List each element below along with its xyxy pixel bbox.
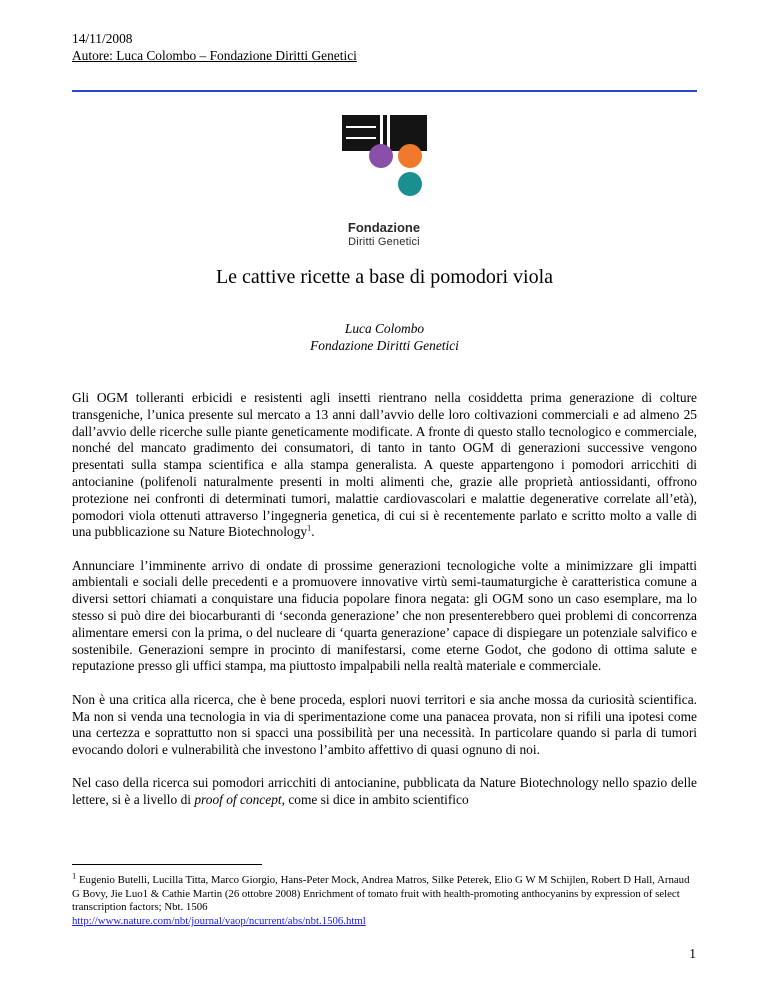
- footnote-mark: 1: [72, 870, 77, 881]
- page-number: 1: [689, 946, 696, 961]
- header-date: 14/11/2008: [72, 31, 133, 46]
- logo-purple-dot: [369, 144, 393, 168]
- header-rule: [72, 90, 697, 92]
- paragraph-1: Gli OGM tolleranti erbicidi e resistenti agli insetti rientrano nella cosiddetta prima generazione di colture transgeniche, l’unica presente sul mercato a 13 anni dall’avvio delle loro coltivazioni commerciali e ad almeno 25 dall’avvio delle ricerche sulle piante geneticamente modificate. A fronte di questo stallo tecnologico e commerciale, nonché del mancato gradimento dei consumatori, di tanto in tanto OGM di generazioni successive vengono presentati sulla stampa scientifica e alla stampa generalista. A queste appartengono i pomodori arricchiti di antocianine (polifenoli naturalmente presenti in molti alimenti che, grazie alle proprietà antiossidanti, offrono protezione nei confronti di determinati tumori, malattie cardiovascolari e malattie degenerative correlate all’età), pomodori viola ottenuti attraverso l’ingegneria genetica, di cui si è recentemente parlato e scritto molto a valle di una pubblicazione su Nature Biotechnology$^1$.: [72, 390, 697, 540]
- article-body: [72, 390, 697, 826]
- byline-author: Luca Colombo: [344, 321, 425, 336]
- paragraph-3: Non è una critica alla ricerca, che è bene proceda, esplori nuovi territori e sia anche mossa da curiosità scientifica. Ma non si venda una tecnologia in via di sperimentazione come una panacea provata, non si rifili una ipotesi come una certezza e soprattutto non si spacci una possibilità per una necessità. In particolare quando si parla di tumori evocando dolori e vulnerabilità che investono l’ambito affettivo di quasi ognuno di noi.: [72, 691, 697, 758]
- footnote-separator: [72, 864, 262, 865]
- logo-name-line1: Fondazione: [347, 220, 421, 235]
- header-author: Autore: Luca Colombo – Fondazione Diritti Genetici: [72, 48, 357, 63]
- emphasis-proof-of-concept: proof of concept: [194, 792, 282, 808]
- byline: [72, 320, 697, 354]
- byline-organization: Fondazione Diritti Genetici: [310, 338, 459, 353]
- footnote-link[interactable]: http://www.nature.com/nbt/journal/vaop/ncurrent/abs/nbt.1506.html: [72, 914, 366, 927]
- paragraph-2: Annunciare l’imminente arrivo di ondate di prossime generazioni tecnologiche volte a minimizzare gli impatti ambientali e sociali delle precedenti e a promuovere innovative virtù semi-taumaturgiche è caratteristica comune a diversi settori chiamati a conquistare una fiducia popolare finora negata: gli OGM sono un caso esemplare, ma lo stesso si può dire dei biocarburanti di ‘seconda generazione’ che non presenterebbero quei problemi di concorrenza alimentare emersi con la prima, o del nucleare di ‘quarta generazione’ capace di dispiegare un potenziale salvifico e sostenibile. Generazioni sempre in procinto di manifestarsi, come eterne Godot, che godono di ottima salute e reputazione presso gli uffici stampa, ma piuttosto impalpabili nella realtà materiale e commerciale.: [72, 557, 697, 674]
- footnote-text: Eugenio Butelli, Lucilla Titta, Marco Giorgio, Hans-Peter Mock, Andrea Matros, Silke Peterek, Elio G W M Schijlen, Robert D Hall, Arnaud G Bovy, Jie Luo1 & Cathie Martin (26 ottobre 2008) Enrichment of tomato fruit with health-promoting anthocyanins by expression of select transcription factors; Nbt. 1506: [72, 874, 690, 914]
- footnote: [72, 870, 697, 928]
- document-title: Le cattive ricette a base di pomodori viola: [215, 266, 554, 288]
- paragraph-4: Nel caso della ricerca sui pomodori arricchiti di antocianine, pubblicata da Nature Biotechnology nello spazio delle lettere, si è a livello di proof of concept, come si dice in ambito scientifico: [72, 775, 697, 808]
- footnote-reference: 1: [307, 522, 312, 533]
- logo-name-line2: Diritti Genetici: [348, 236, 420, 248]
- page-header: [72, 30, 357, 64]
- logo-teal-dot: [398, 172, 422, 196]
- logo-orange-dot: [398, 144, 422, 168]
